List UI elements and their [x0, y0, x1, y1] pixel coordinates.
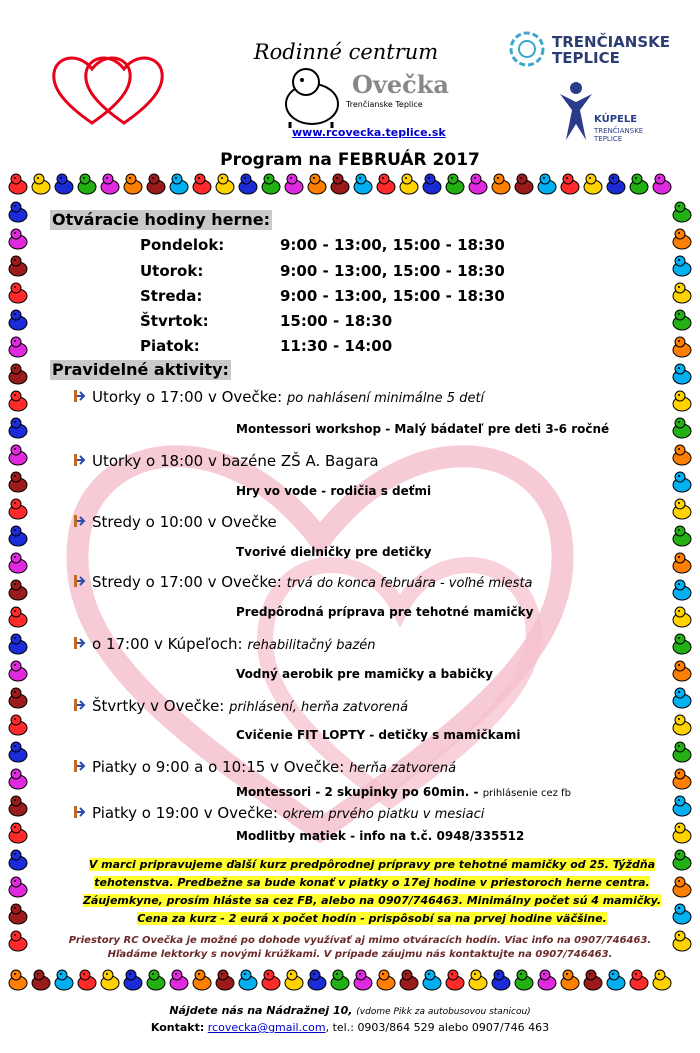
hours-day: Utorok: — [140, 262, 204, 280]
lamb-border-icon — [9, 310, 27, 330]
activity-item — [74, 635, 376, 653]
lamb-border-icon — [469, 970, 487, 990]
lamb-border-icon — [673, 364, 691, 384]
hours-time: 15:00 - 18:30 — [280, 312, 393, 330]
course-notice — [72, 856, 672, 928]
activities-heading: Pravidelné aktivity: — [52, 360, 229, 379]
bullet-arrow-icon — [74, 637, 92, 653]
premises-info — [40, 934, 680, 962]
lamb-border-icon — [9, 850, 27, 870]
lamb-border-icon — [515, 174, 533, 194]
lamb-border-icon — [469, 174, 487, 194]
activity-description — [236, 422, 609, 436]
activity-description-text: Predpôrodná príprava pre tehotné mamičky — [236, 605, 534, 619]
lamb-border-icon — [193, 174, 211, 194]
activity-note: trvá do konca februára - voľné miesta — [286, 576, 533, 591]
lamb-border-icon — [673, 661, 691, 681]
activity-note: herňa zatvorená — [349, 761, 457, 776]
lamb-border-icon — [9, 580, 27, 600]
phone-text: , tel.: 0903/864 529 alebo 0907/746 463 — [325, 1021, 550, 1034]
lamb-border-icon — [673, 256, 691, 276]
lamb-border-icon — [377, 970, 395, 990]
notice-line: V marci pripravujeme ďalší kurz predpôrodnej prípravy pre tehotné mamičky od 25. Týždňa — [88, 858, 656, 871]
email-link[interactable]: rcovecka@gmail.com — [207, 1021, 326, 1034]
lamb-border-icon — [32, 970, 50, 990]
lamb-border-icon — [673, 823, 691, 843]
address-text: Nájdete nás na Nádražnej 10, — [169, 1004, 357, 1017]
bullet-arrow-icon — [74, 806, 92, 822]
contact-line — [0, 1021, 700, 1034]
lamb-border-icon — [607, 174, 625, 194]
hours-time: 9:00 - 13:00, 15:00 - 18:30 — [280, 287, 505, 305]
lamb-border-icon — [673, 769, 691, 789]
hearts-icon — [48, 45, 166, 130]
hours-row — [140, 262, 505, 280]
lamb-border-icon — [9, 769, 27, 789]
lamb-border-icon — [147, 174, 165, 194]
lamb-border-icon — [492, 174, 510, 194]
bullet-arrow-icon — [74, 390, 92, 406]
lamb-border-icon — [561, 970, 579, 990]
lamb-border-icon — [78, 174, 96, 194]
lamb-border-icon — [9, 499, 27, 519]
lamb-border-icon — [170, 970, 188, 990]
hours-day: Štvrtok: — [140, 312, 209, 330]
lamb-border-icon — [673, 418, 691, 438]
lamb-border-icon — [9, 607, 27, 627]
lamb-border-icon — [9, 445, 27, 465]
lamb-border-icon — [101, 174, 119, 194]
lamb-border-icon — [653, 970, 671, 990]
lamb-border-icon — [673, 499, 691, 519]
activity-description-text: Modlitby matiek - info na t.č. 0948/335512 — [236, 829, 525, 843]
lamb-border-icon — [673, 715, 691, 735]
bullet-arrow-icon — [74, 575, 92, 591]
kupele-figure-icon — [556, 80, 596, 142]
lamb-border-icon — [239, 174, 257, 194]
bullet-arrow-icon — [74, 699, 92, 715]
lamb-border-icon — [147, 970, 165, 990]
lamb-border-icon — [354, 970, 372, 990]
bullet-arrow-icon — [74, 515, 92, 531]
program-title: Program na FEBRUÁR 2017 — [220, 150, 480, 170]
address-line — [0, 1004, 700, 1017]
tt-logo-line2: TEPLICE — [552, 49, 620, 67]
lamb-border-icon — [584, 970, 602, 990]
lamb-border-icon — [331, 970, 349, 990]
contact-label: Kontakt: — [150, 1021, 205, 1034]
lamb-border-icon — [673, 742, 691, 762]
activity-title: Utorky o 18:00 v bazéne ZŠ A. Bagara — [92, 452, 379, 470]
activity-description-text: Hry vo vode - rodičia s deťmi — [236, 484, 432, 498]
lamb-border-icon — [492, 970, 510, 990]
hours-row — [140, 312, 392, 330]
activity-title: Stredy o 10:00 v Ovečke — [92, 513, 277, 531]
website-link[interactable]: www.rcovecka.teplice.sk — [292, 126, 446, 139]
lamb-border-icon — [446, 174, 464, 194]
lamb-border-icon — [653, 174, 671, 194]
lamb-border-icon — [55, 174, 73, 194]
notice-line: Záujemkyne, prosím hláste sa cez FB, alebo na 0907/746463. Minimálny počet sú 4 mamičky. — [82, 894, 662, 907]
activity-note: okrem prvého piatku v mesiaci — [282, 807, 485, 822]
lamb-border-icon — [607, 970, 625, 990]
lamb-border-icon — [9, 174, 27, 194]
premises-line: Priestory RC Ovečka je možné po dohode využívať aj mimo otváracích hodín. Viac info na 0907/746463. — [68, 935, 652, 946]
activity-description — [236, 728, 520, 742]
lamb-border-icon — [561, 174, 579, 194]
lamb-border-icon — [9, 364, 27, 384]
lamb-border-icon — [673, 202, 691, 222]
activity-description-text: Tvorivé dielničky pre detičky — [236, 545, 432, 559]
activity-description — [236, 829, 524, 843]
lamb-border-icon — [673, 445, 691, 465]
bullet-arrow-icon — [74, 454, 92, 470]
activity-description — [236, 545, 431, 559]
lamb-border-icon — [9, 337, 27, 357]
activity-description-note: prihlásenie cez fb — [482, 788, 571, 799]
hours-day: Streda: — [140, 287, 203, 305]
lamb-border-icon — [9, 904, 27, 924]
lamb-border-icon — [308, 970, 326, 990]
tt-logo-line1: TRENČIANSKE — [552, 33, 671, 51]
activity-item — [74, 804, 484, 822]
lamb-border-icon — [377, 174, 395, 194]
lamb-border-icon — [170, 174, 188, 194]
lamb-border-icon — [9, 634, 27, 654]
lamb-icon — [276, 64, 346, 130]
lamb-border-icon — [124, 970, 142, 990]
lamb-border-icon — [673, 391, 691, 411]
lamb-border-icon — [124, 174, 142, 194]
lamb-border-icon — [9, 742, 27, 762]
hours-time: 9:00 - 13:00, 15:00 - 18:30 — [280, 262, 505, 280]
lamb-border-icon — [9, 715, 27, 735]
lamb-border-icon — [515, 970, 533, 990]
lamb-border-icon — [9, 823, 27, 843]
rc-subtitle: Trenčianske Teplice — [346, 100, 423, 109]
premises-line: Hľadáme lektorky s novými krúžkami. V prípade záujmu nás kontaktujte na 0907/746463. — [107, 949, 613, 960]
lamb-border-icon — [9, 526, 27, 546]
kupele-sub-line2: TEPLICE — [594, 135, 623, 143]
address-note: (vdome Pikk za autobusovou stanicou) — [356, 1007, 531, 1017]
lamb-border-icon — [9, 202, 27, 222]
lamb-border-icon — [673, 472, 691, 492]
lamb-border-icon — [400, 970, 418, 990]
notice-line: Cena za kurz - 2 eurá x počet hodín - prispôsobí sa na prvej hodine väčšine. — [137, 912, 607, 925]
lamb-border-icon — [538, 970, 556, 990]
lamb-border-icon — [262, 174, 280, 194]
lamb-border-icon — [630, 970, 648, 990]
lamb-border-icon — [446, 970, 464, 990]
lamb-border-icon — [673, 553, 691, 573]
lamb-border-icon — [9, 283, 27, 303]
lamb-border-icon — [101, 970, 119, 990]
lamb-border-icon — [9, 931, 27, 951]
activity-item — [74, 573, 533, 591]
notice-line: tehotenstva. Predbežne sa bude konať v piatky o 17ej hodine v priestoroch herne centra. — [94, 876, 650, 889]
activity-note: prihlásení, herňa zatvorená — [229, 700, 409, 715]
lamb-border-icon — [285, 970, 303, 990]
kupele-logo — [556, 80, 676, 150]
hours-time: 11:30 - 14:00 — [280, 337, 393, 355]
lamb-border-icon — [9, 877, 27, 897]
hours-row — [140, 337, 392, 355]
lamb-border-icon — [673, 634, 691, 654]
rc-logo — [236, 40, 456, 130]
hours-row — [140, 287, 505, 305]
hours-heading: Otváracie hodiny herne: — [52, 210, 271, 229]
lamb-border-icon — [9, 391, 27, 411]
activity-description-text: Cvičenie FIT LOPTY - detičky s mamičkami — [236, 728, 521, 742]
lamb-border-icon — [584, 174, 602, 194]
lamb-border-icon — [538, 174, 556, 194]
kupele-title: KÚPELE — [594, 114, 638, 125]
rc-name: Ovečka — [352, 70, 449, 99]
activity-item — [74, 452, 379, 470]
hours-day: Pondelok: — [140, 236, 225, 254]
lamb-border-icon — [673, 580, 691, 600]
lamb-border-icon — [673, 337, 691, 357]
activity-description — [236, 785, 571, 799]
activity-description — [236, 605, 533, 619]
lamb-border-icon — [673, 850, 691, 870]
lamb-border-icon — [673, 877, 691, 897]
activity-note: po nahlásení minimálne 5 detí — [286, 391, 485, 406]
lamb-border-icon — [673, 229, 691, 249]
lamb-border-icon — [9, 553, 27, 573]
lamb-border-icon — [239, 970, 257, 990]
activity-description-text: Montessori workshop - Malý bádateľ pre deti 3-6 ročné — [236, 422, 610, 436]
lamb-border-icon — [331, 174, 349, 194]
lamb-border-icon — [673, 796, 691, 816]
activity-description — [236, 667, 493, 681]
lamb-border-icon — [673, 607, 691, 627]
lamb-border-icon — [285, 174, 303, 194]
lamb-border-icon — [400, 174, 418, 194]
lamb-border-icon — [216, 174, 234, 194]
activity-item — [74, 758, 456, 776]
activity-description-text: Montessori - 2 skupinky po 60min. - — [236, 785, 483, 799]
lamb-border-icon — [630, 174, 648, 194]
bullet-arrow-icon — [74, 760, 92, 776]
activity-title: Piatky o 9:00 a o 10:15 v Ovečke: — [92, 758, 350, 776]
kupele-sub-line1: TRENČIANSKE — [594, 127, 644, 135]
hours-row — [140, 236, 505, 254]
rc-title: Rodinné centrum — [253, 40, 439, 64]
lamb-border-icon — [673, 526, 691, 546]
activity-title: Štvrtky v Ovečke: — [92, 697, 230, 715]
lamb-border-icon — [9, 256, 27, 276]
lamb-border-icon — [55, 970, 73, 990]
lamb-border-icon — [673, 283, 691, 303]
activity-title: Stredy o 17:00 v Ovečke: — [92, 573, 287, 591]
lamb-border-icon — [9, 229, 27, 249]
activity-item — [74, 513, 277, 531]
activity-note: rehabilitačný bazén — [247, 638, 376, 653]
activity-description-text: Vodný aerobik pre mamičky a babičky — [236, 667, 493, 681]
lamb-border-icon — [32, 174, 50, 194]
lamb-border-icon — [673, 904, 691, 924]
lamb-border-icon — [423, 174, 441, 194]
lamb-border-icon — [262, 970, 280, 990]
activity-description — [236, 484, 431, 498]
hours-day: Piatok: — [140, 337, 200, 355]
hours-time: 9:00 - 13:00, 15:00 - 18:30 — [280, 236, 505, 254]
lamb-border-icon — [9, 796, 27, 816]
lamb-border-icon — [423, 970, 441, 990]
activity-title: Utorky o 17:00 v Ovečke: — [92, 388, 287, 406]
lamb-border-icon — [354, 174, 372, 194]
lamb-border-icon — [9, 472, 27, 492]
activity-item — [74, 388, 484, 406]
lamb-border-icon — [308, 174, 326, 194]
lamb-border-icon — [9, 970, 27, 990]
lamb-border-icon — [9, 418, 27, 438]
lamb-border-icon — [78, 970, 96, 990]
lamb-border-icon — [673, 688, 691, 708]
lamb-border-icon — [673, 310, 691, 330]
lamb-border-icon — [9, 661, 27, 681]
activity-item — [74, 697, 408, 715]
lamb-border-icon — [193, 970, 211, 990]
lamb-border-icon — [216, 970, 234, 990]
tt-logo-icon — [508, 30, 546, 68]
trencianske-teplice-logo — [508, 30, 688, 70]
activity-title: o 17:00 v Kúpeľoch: — [92, 635, 248, 653]
activity-title: Piatky o 19:00 v Ovečke: — [92, 804, 283, 822]
lamb-border-icon — [9, 688, 27, 708]
